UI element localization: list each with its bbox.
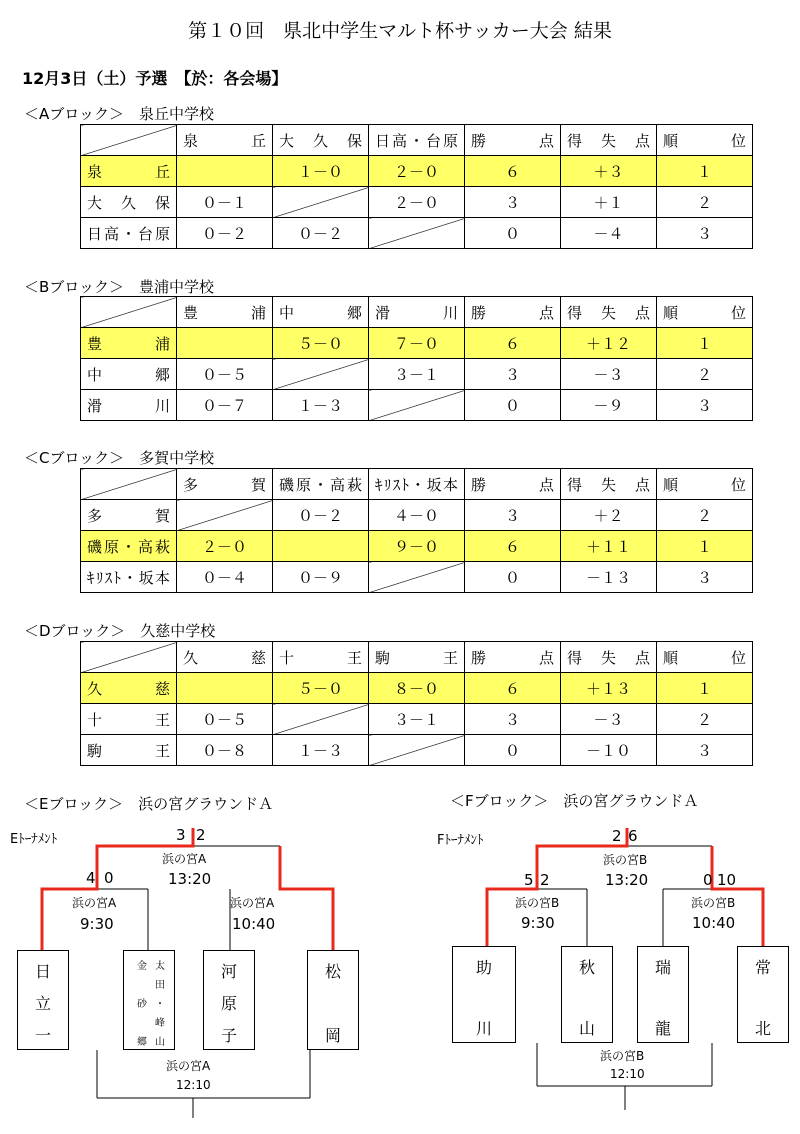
f-semi2-score-right: 10 bbox=[717, 871, 737, 889]
block-label: ＜Bブロック＞ 豊浦中学校 bbox=[24, 278, 214, 296]
match-score: ７－０ bbox=[369, 328, 465, 359]
column-header-team: 十 王 bbox=[273, 642, 369, 673]
goal-diff-cell: ＋１ bbox=[561, 187, 657, 218]
e-semi1-score-left: 4 bbox=[86, 869, 96, 887]
rank-cell: １ bbox=[657, 328, 753, 359]
team-name-kawarago: 河 原 子 bbox=[220, 962, 237, 1045]
e-semi1-time: 9:30 bbox=[80, 915, 114, 933]
team-box-sukegawa bbox=[452, 946, 516, 1043]
team-box-kawarago bbox=[203, 950, 255, 1050]
match-score: ３－１ bbox=[369, 359, 465, 390]
goal-diff-cell: －４ bbox=[561, 218, 657, 249]
f-semi2-score-left: 0 bbox=[703, 871, 713, 889]
team-name-matsuoka: 松 岡 bbox=[324, 962, 341, 1045]
team-name-akiyama: 秋 山 bbox=[578, 958, 595, 1038]
e-third-venue: 浜の宮A bbox=[166, 1059, 211, 1073]
goal-diff-cell: ＋１３ bbox=[561, 673, 657, 704]
page-subtitle: 12月3日（土）予選 【於：各会場】 bbox=[22, 69, 288, 88]
points-cell: ６ bbox=[465, 673, 561, 704]
row-header-team: 滑 川 bbox=[81, 390, 177, 421]
match-score: １－３ bbox=[273, 735, 369, 766]
match-score: ３－１ bbox=[369, 704, 465, 735]
column-header-team: 大 久 保 bbox=[273, 125, 369, 156]
rank-cell: １ bbox=[657, 531, 753, 562]
column-header-team: 豊 浦 bbox=[177, 297, 273, 328]
goal-diff-cell: －１３ bbox=[561, 562, 657, 593]
points-cell: ０ bbox=[465, 218, 561, 249]
goal-diff-cell: ＋１２ bbox=[561, 328, 657, 359]
match-score: ０－１ bbox=[177, 187, 273, 218]
match-score: ０－５ bbox=[177, 359, 273, 390]
block-label: ＜Dブロック＞ 久慈中学校 bbox=[24, 622, 216, 640]
team-name-ota-mineyama: 太 田 ・ 峰 山 bbox=[155, 961, 165, 1048]
team-box-zuiryu bbox=[637, 946, 689, 1043]
goal-diff-cell: ＋２ bbox=[561, 500, 657, 531]
goal-diff-cell: －１０ bbox=[561, 735, 657, 766]
team-box-akiyama bbox=[561, 946, 613, 1043]
column-header-wins: 勝 点 bbox=[465, 297, 561, 328]
column-header-team: 日高・台原 bbox=[369, 125, 465, 156]
match-score: ９－０ bbox=[369, 531, 465, 562]
rank-cell: ３ bbox=[657, 390, 753, 421]
block-f-tournament-label: Fﾄｰﾅﾒﾝﾄ bbox=[437, 833, 484, 848]
match-score: ２－０ bbox=[369, 187, 465, 218]
match-score: ０－８ bbox=[177, 735, 273, 766]
points-cell: ３ bbox=[465, 704, 561, 735]
rank-cell: ３ bbox=[657, 218, 753, 249]
match-score: ０－２ bbox=[273, 500, 369, 531]
goal-diff-cell: ＋１１ bbox=[561, 531, 657, 562]
rank-cell: ２ bbox=[657, 500, 753, 531]
row-header-team: 大 久 保 bbox=[81, 187, 177, 218]
match-score: ０－９ bbox=[273, 562, 369, 593]
rank-cell: ２ bbox=[657, 704, 753, 735]
e-semi2-time: 10:40 bbox=[232, 915, 276, 933]
f-final-score-right: 6 bbox=[628, 827, 638, 845]
column-header-goal-diff: 得 失 点 bbox=[561, 469, 657, 500]
goal-diff-cell: －３ bbox=[561, 704, 657, 735]
rank-cell: ２ bbox=[657, 187, 753, 218]
column-header-wins: 勝 点 bbox=[465, 125, 561, 156]
column-header-rank: 順 位 bbox=[657, 297, 753, 328]
f-final-venue: 浜の宮B bbox=[603, 853, 648, 867]
points-cell: ０ bbox=[465, 735, 561, 766]
match-score: ５－０ bbox=[273, 673, 369, 704]
column-header-wins: 勝 点 bbox=[465, 642, 561, 673]
e-semi1-venue: 浜の宮A bbox=[72, 896, 117, 910]
block-e-label: ＜Eブロック＞ 浜の宮グラウンドＡ bbox=[24, 795, 274, 813]
points-cell: ３ bbox=[465, 187, 561, 218]
f-semi1-score-right: 2 bbox=[540, 871, 550, 889]
row-header-team: 磯原・高萩 bbox=[81, 531, 177, 562]
block-label: ＜Aブロック＞ 泉丘中学校 bbox=[24, 105, 214, 123]
rank-cell: ３ bbox=[657, 562, 753, 593]
match-score: １－３ bbox=[273, 390, 369, 421]
points-cell: ０ bbox=[465, 562, 561, 593]
team-box-johoku bbox=[737, 946, 789, 1043]
rank-cell: １ bbox=[657, 156, 753, 187]
column-header-team: 磯原・高萩 bbox=[273, 469, 369, 500]
goal-diff-cell: －９ bbox=[561, 390, 657, 421]
match-score: ４－０ bbox=[369, 500, 465, 531]
column-header-team: 久 慈 bbox=[177, 642, 273, 673]
rank-cell: １ bbox=[657, 673, 753, 704]
match-score: ０－７ bbox=[177, 390, 273, 421]
row-header-team: 中 郷 bbox=[81, 359, 177, 390]
e-final-score-left: 3 bbox=[176, 826, 186, 844]
match-score: ０－２ bbox=[273, 218, 369, 249]
match-score: ２－０ bbox=[177, 531, 273, 562]
row-header-team: 日高・台原 bbox=[81, 218, 177, 249]
row-header-team: 駒 王 bbox=[81, 735, 177, 766]
team-box-hitachi-ichi bbox=[17, 950, 69, 1050]
column-header-team: 滑 川 bbox=[369, 297, 465, 328]
f-semi1-score-left: 5 bbox=[524, 871, 534, 889]
e-final-venue: 浜の宮A bbox=[162, 852, 207, 866]
block-label: ＜Cブロック＞ 多賀中学校 bbox=[24, 449, 215, 467]
match-score: ５－０ bbox=[273, 328, 369, 359]
rank-cell: ３ bbox=[657, 735, 753, 766]
rank-cell: ２ bbox=[657, 359, 753, 390]
column-header-goal-diff: 得 失 点 bbox=[561, 297, 657, 328]
match-score: ０－２ bbox=[177, 218, 273, 249]
points-cell: ６ bbox=[465, 156, 561, 187]
f-third-time: 12:10 bbox=[610, 1067, 645, 1081]
f-third-venue: 浜の宮B bbox=[600, 1049, 645, 1063]
team-name-sukegawa: 助 川 bbox=[475, 958, 492, 1038]
column-header-goal-diff: 得 失 点 bbox=[561, 642, 657, 673]
goal-diff-cell: ＋３ bbox=[561, 156, 657, 187]
column-header-team: 駒 王 bbox=[369, 642, 465, 673]
team-box-kanasago-ota-mineyama bbox=[123, 950, 175, 1050]
e-semi1-score-right: 0 bbox=[104, 869, 114, 887]
column-header-team: 中 郷 bbox=[273, 297, 369, 328]
row-header-team: 多 賀 bbox=[81, 500, 177, 531]
column-header-rank: 順 位 bbox=[657, 469, 753, 500]
match-score: ０－５ bbox=[177, 704, 273, 735]
f-final-time: 13:20 bbox=[605, 871, 649, 889]
page-title: 第１０回 県北中学生マルト杯サッカー大会 結果 bbox=[188, 20, 612, 42]
team-name-johoku: 常 北 bbox=[754, 958, 771, 1038]
team-name-hitachi-ichi: 日 立 一 bbox=[34, 962, 51, 1045]
f-semi1-venue: 浜の宮B bbox=[515, 896, 560, 910]
column-header-rank: 順 位 bbox=[657, 125, 753, 156]
e-final-time: 13:20 bbox=[168, 870, 212, 888]
block-e-tournament-label: Eﾄｰﾅﾒﾝﾄ bbox=[10, 832, 58, 847]
points-cell: ３ bbox=[465, 500, 561, 531]
f-final-score-left: 2 bbox=[612, 827, 622, 845]
e-final-score-right: 2 bbox=[196, 826, 206, 844]
points-cell: ３ bbox=[465, 359, 561, 390]
e-third-time: 12:10 bbox=[176, 1078, 211, 1092]
column-header-goal-diff: 得 失 点 bbox=[561, 125, 657, 156]
match-score: ８－０ bbox=[369, 673, 465, 704]
goal-diff-cell: －３ bbox=[561, 359, 657, 390]
f-semi2-time: 10:40 bbox=[692, 914, 736, 932]
row-header-team: 久 慈 bbox=[81, 673, 177, 704]
team-name-zuiryu: 瑞 龍 bbox=[654, 958, 671, 1038]
row-header-team: ｷﾘｽﾄ・坂本 bbox=[81, 562, 177, 593]
points-cell: ０ bbox=[465, 390, 561, 421]
points-cell: ６ bbox=[465, 531, 561, 562]
row-header-team: 十 王 bbox=[81, 704, 177, 735]
match-score: １－０ bbox=[273, 156, 369, 187]
column-header-team: 泉 丘 bbox=[177, 125, 273, 156]
match-score: ２－０ bbox=[369, 156, 465, 187]
match-score: ０－４ bbox=[177, 562, 273, 593]
team-box-matsuoka bbox=[307, 950, 359, 1050]
column-header-rank: 順 位 bbox=[657, 642, 753, 673]
column-header-team: ｷﾘｽﾄ・坂本 bbox=[369, 469, 465, 500]
f-semi2-venue: 浜の宮B bbox=[691, 896, 736, 910]
team-name-kanasago: 金 砂 郷 bbox=[137, 961, 147, 1048]
row-header-team: 泉 丘 bbox=[81, 156, 177, 187]
column-header-wins: 勝 点 bbox=[465, 469, 561, 500]
f-semi1-time: 9:30 bbox=[521, 914, 555, 932]
block-f-label: ＜Fブロック＞ 浜の宮グラウンドＡ bbox=[450, 792, 699, 810]
points-cell: ６ bbox=[465, 328, 561, 359]
e-semi2-venue: 浜の宮A bbox=[230, 896, 275, 910]
column-header-team: 多 賀 bbox=[177, 469, 273, 500]
row-header-team: 豊 浦 bbox=[81, 328, 177, 359]
